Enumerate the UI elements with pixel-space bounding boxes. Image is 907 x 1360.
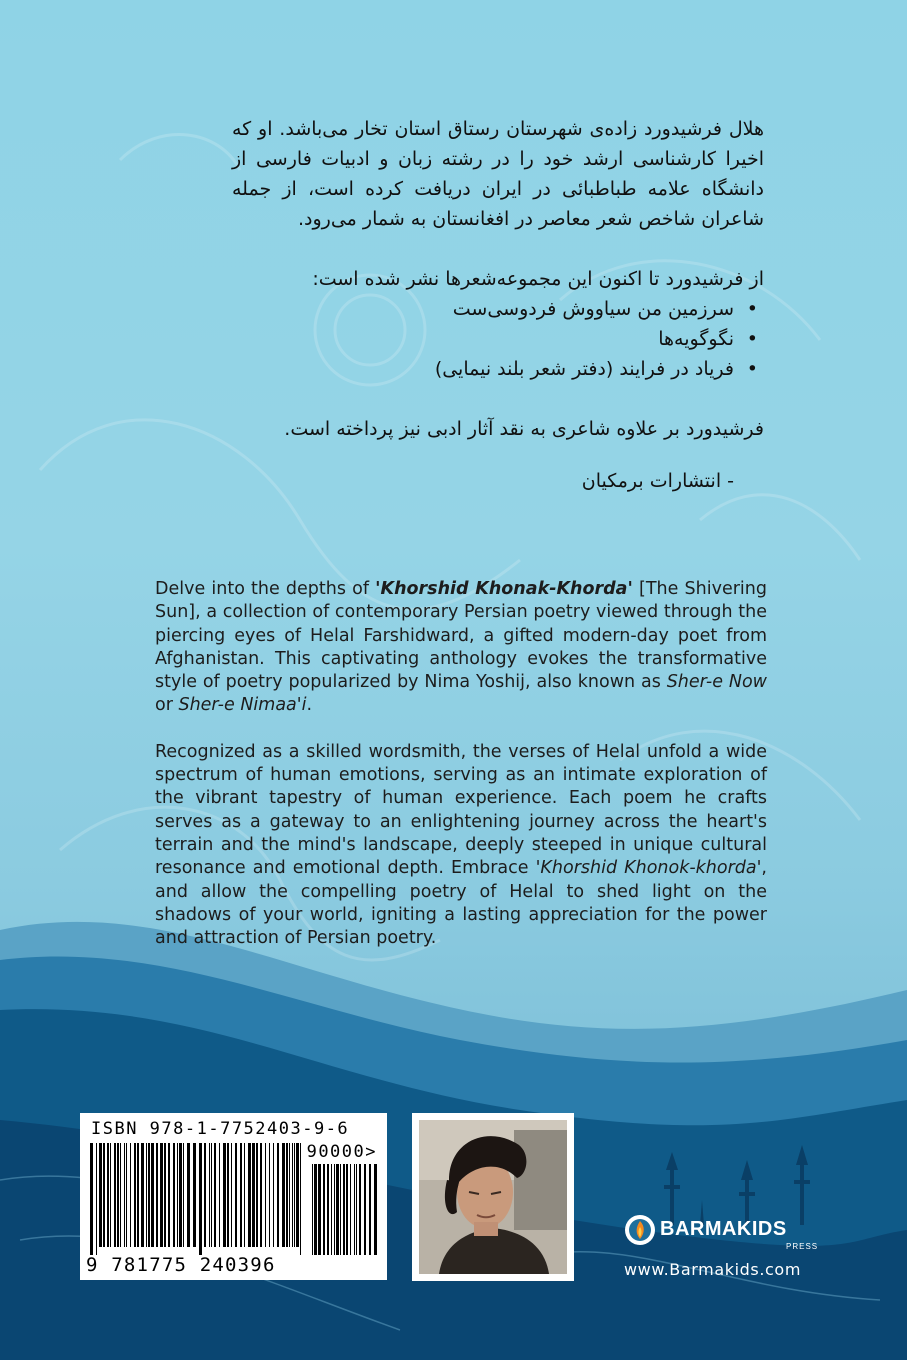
barcode-bar <box>354 1164 355 1255</box>
barcode-bar <box>369 1164 371 1255</box>
barcode-bar <box>126 1143 127 1247</box>
barcode-bar <box>156 1143 158 1247</box>
barcode-bar <box>327 1164 329 1255</box>
barcode-bar <box>286 1143 288 1247</box>
barcode-bar <box>364 1164 366 1255</box>
barcode-bar <box>235 1143 237 1247</box>
barcode-bar <box>99 1143 102 1247</box>
barcode-bar <box>103 1143 105 1247</box>
barcode-bar <box>314 1164 317 1255</box>
barcode-bar <box>96 1143 97 1255</box>
barcode-bar <box>240 1143 242 1247</box>
barcode-bar <box>151 1143 154 1247</box>
barcode-bar <box>374 1164 377 1255</box>
barcode-bar <box>260 1143 262 1247</box>
barcode-bar <box>148 1143 150 1247</box>
barcode-bar <box>331 1164 332 1255</box>
persian-list-intro: از فرشیدورد تا اکنون این مجموعه‌شعرها نشر شده است: <box>312 268 764 290</box>
isbn-barcode-box <box>80 1113 387 1280</box>
english-paragraph-1: Delve into the depths of 'Khorshid Khonak-Khorda' [The Shivering Sun], a collection of contemporary Persian poetry viewed through the piercing eyes of Helal Farshidward, a gifted modern-day poet from Afghanistan. This captivating anthology evokes the transformative style of poetry popularized by Nima Yoshij, also known as Sher-e Now or Sher-e Nimaa'i. <box>155 579 767 716</box>
barcode-bar <box>252 1143 255 1247</box>
barcode-bar <box>211 1143 212 1247</box>
barcode-bar <box>193 1143 196 1247</box>
addon-barcode <box>310 1164 380 1255</box>
barcode-bar <box>318 1164 321 1255</box>
barcode-bar <box>334 1164 335 1255</box>
book-title-italic: Khorshid Khonok-khorda <box>540 858 757 879</box>
barcode-bar <box>273 1143 274 1247</box>
barcode-bar <box>223 1143 226 1247</box>
barcode-bar <box>359 1164 361 1255</box>
english-description <box>155 578 767 950</box>
barcode-bar <box>146 1143 147 1247</box>
barcode-bar <box>130 1143 131 1247</box>
barcode-bar <box>199 1143 202 1255</box>
publisher-sub: PRESS <box>786 1242 819 1251</box>
ean-barcode <box>88 1143 306 1255</box>
barcode-bar <box>160 1143 163 1247</box>
barcode-bar <box>356 1164 357 1255</box>
barcode-bar <box>124 1143 125 1247</box>
barcode-bar <box>179 1143 182 1247</box>
ean-digits: 9 781775 240396 <box>86 1254 276 1276</box>
flame-logo-icon <box>624 1214 656 1246</box>
book-list-item: • فریاد در فرایند (دفتر شعر بلند نیمایی) <box>232 354 734 384</box>
barcode-bar <box>289 1143 290 1247</box>
barcode-bar <box>141 1143 144 1247</box>
barcode-bar <box>114 1143 116 1247</box>
barcode-bar <box>277 1143 279 1247</box>
barcode-bar <box>336 1164 339 1255</box>
barcode-bar <box>231 1143 232 1247</box>
persian-signature: - انتشارات برمکیان <box>581 470 734 492</box>
persian-note: فرشیدورد بر علاوه شاعری به نقد آثار ادبی نیز پرداخته است. <box>284 418 764 440</box>
barcode-bar <box>120 1143 121 1247</box>
book-list-item: • سرزمین من سیاووش فردوسی‌ست <box>232 294 734 324</box>
barcode-bar <box>110 1143 111 1247</box>
barcode-bar <box>294 1143 295 1247</box>
barcode-bar <box>282 1143 285 1247</box>
barcode-bar <box>187 1143 190 1247</box>
barcode-bar <box>168 1143 170 1247</box>
barcode-bar <box>292 1143 293 1247</box>
author-photo <box>419 1120 567 1274</box>
barcode-bar <box>209 1143 210 1247</box>
publisher-website[interactable]: www.Barmakids.com <box>624 1260 802 1279</box>
price-code: 90000> <box>306 1142 377 1162</box>
barcode-bar <box>227 1143 229 1247</box>
barcode-bar <box>177 1143 178 1247</box>
term-italic: Sher-e Nimaa'i <box>178 695 307 716</box>
barcode-bar <box>343 1164 345 1255</box>
barcode-bar <box>134 1143 136 1247</box>
barcode-bar <box>312 1164 313 1255</box>
barcode-bar <box>137 1143 139 1247</box>
barcode-bar <box>296 1143 299 1247</box>
barcode-bar <box>204 1143 206 1247</box>
barcode-bar <box>256 1143 258 1247</box>
minaret-silhouettes <box>640 1130 840 1225</box>
barcode-bar <box>183 1143 184 1247</box>
barcode-bar <box>265 1143 266 1247</box>
barcode-bar <box>214 1143 216 1247</box>
isbn-label: ISBN 978-1-7752403-9-6 <box>91 1119 350 1139</box>
barcode-bar <box>248 1143 251 1247</box>
english-paragraph-2: Recognized as a skilled wordsmith, the verses of Helal unfold a wide spectrum of human emotions, serving as an intimate exploration of the vibrant tapestry of human experience. Each poem he crafts serves as a gateway to an enlightening journey across the heart's terrain and the mind's landscape, deeply steeped in unique cultural resonance and emotional depth. Embrace 'Khorshid Khonok-khorda', and allow the compelling poetry of Helal to shed light on the shadows of your world, igniting a lasting appreciation for the power and attraction of Persian poetry. <box>155 741 767 949</box>
barcode-bar <box>350 1164 351 1255</box>
barcode-bar <box>117 1143 119 1247</box>
barcode-bar <box>300 1143 301 1255</box>
barcode-bar <box>164 1143 166 1247</box>
book-title-bold: 'Khorshid Khonak-Khorda' <box>375 579 633 599</box>
book-list <box>232 294 764 384</box>
barcode-bar <box>340 1164 341 1255</box>
barcode-bar <box>323 1164 325 1255</box>
barcode-bar <box>219 1143 220 1247</box>
barcode-bar <box>244 1143 245 1247</box>
author-photo-frame <box>412 1113 574 1281</box>
publisher-logo <box>624 1214 824 1254</box>
persian-intro: هلال فرشیدورد زاده‌ی شهرستان رستاق استان تخار می‌باشد. او که اخیرا کارشناسی ارشد خود را در رشته زبان و ادبیات فارسی از دانشگاه علامه طباطبائی در ایران دریافت کرده است، از جمله شاعران شاخص شعر معاصر در افغانستان به شمار می‌رود. <box>232 118 764 230</box>
book-list-item: • نگوگویه‌ها <box>232 324 734 354</box>
barcode-bar <box>107 1143 109 1247</box>
barcode-bar <box>90 1143 93 1255</box>
barcode-bar <box>346 1164 348 1255</box>
barcode-bar <box>173 1143 175 1247</box>
barcode-bar <box>269 1143 270 1247</box>
term-italic: Sher-e Now <box>666 672 767 693</box>
publisher-name: BARMAKIDS <box>660 1218 787 1240</box>
persian-description <box>232 114 764 496</box>
